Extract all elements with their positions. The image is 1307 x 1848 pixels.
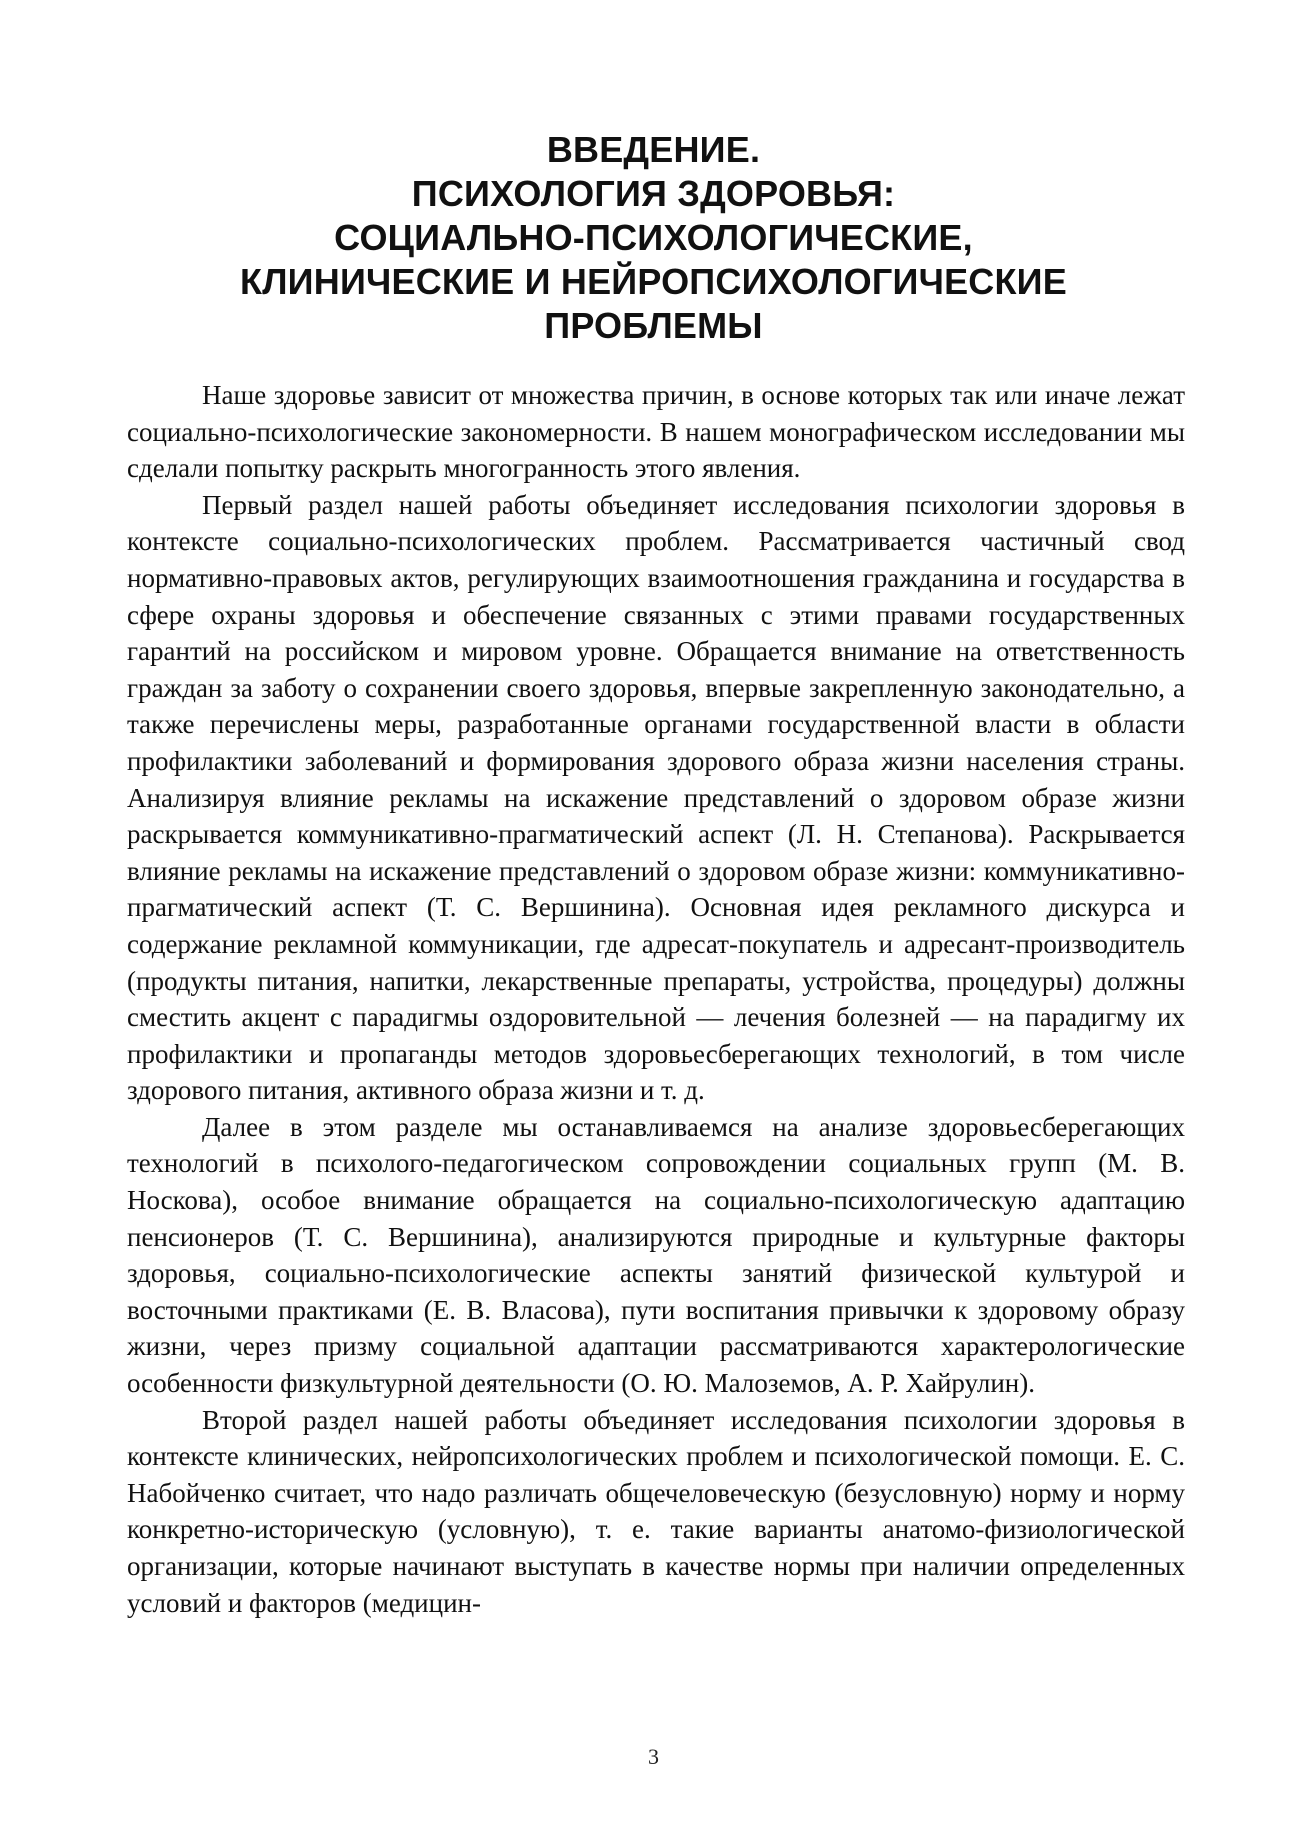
title-line: СОЦИАЛЬНО-ПСИХОЛОГИЧЕСКИЕ, <box>334 217 973 258</box>
page-number: 3 <box>648 1744 659 1769</box>
paragraph-first-section-continued: Далее в этом разделе мы останавливаемся на анализе здоровьесберегающих технологий в психолого-педагогическом сопровождении социальных групп (М. В. Носкова), особое внимание обращается на социально-психологическую адаптацию пенсионеров (Т. С. Вершинина), анализируются природные и культурные факторы здоровья, социально-психологические аспекты занятий физической культурой и восточными практиками (Е. В. Власова), пути воспитания привычки к здоровому образу жизни, через призму социальной адаптации рассматриваются характерологические особенности физкультурной деятельности (О. Ю. Малоземов, А. Р. Хайрулин). <box>127 1111 1185 1399</box>
title-line: КЛИНИЧЕСКИЕ И НЕЙРОПСИХОЛОГИЧЕСКИЕ <box>240 261 1067 302</box>
chapter-title <box>150 128 1157 348</box>
title-line: ПРОБЛЕМЫ <box>544 305 763 346</box>
paragraph-intro: Наше здоровье зависит от множества причин, в основе которых так или иначе лежат социально-психологические закономерности. В нашем монографическом исследовании мы сделали попытку раскрыть многогранность этого явления. <box>127 380 1185 484</box>
title-line: ВВЕДЕНИЕ. <box>546 129 761 170</box>
paragraph-second-section: Второй раздел нашей работы объединяет исследования психологии здоровья в контексте клинических, нейропсихологических проблем и психологической помощи. Е. С. Набойченко считает, что надо различать общечеловеческую (безусловную) норму и норму конкретно-историческую (условную), т. е. такие варианты анатомо-физиологической организации, которые начинают выступать в качестве нормы при наличии определенных условий и факторов (медицин- <box>127 1404 1185 1618</box>
paragraph-first-section: Первый раздел нашей работы объединяет исследования психологии здоровья в контексте социально-психологических проблем. Рассматривается частичный свод нормативно-правовых актов, регулирующих взаимоотношения гражданина и государства в сфере охраны здоровья и обеспечение связанных с этими правами государственных гарантий на российском и мировом уровне. Обращается внимание на ответственность граждан за заботу о сохранении своего здоровья, впервые закрепленную законодательно, а также перечислены меры, разработанные органами государственной власти в области профилактики заболеваний и формирования здорового образа жизни населения страны. Анализируя влияние рекламы на искажение представлений о здоровом образе жизни раскрывается коммуникативно-прагматический аспект (Л. Н. Степанова). Раскрывается влияние рекламы на искажение представлений о здоровом образе жизни: коммуникативно-прагматический аспект (Т. С. Вершинина). Основная идея рекламного дискурса и содержание рекламной коммуникации, где адресат-покупатель и адресант-производитель (продукты питания, напитки, лекарственные препараты, устройства, процедуры) должны сместить акцент с парадигмы оздоровительной — лечения болезней — на парадигму их профилактики и пропаганды методов здоровьесберегающих технологий, в том числе здорового питания, активного образа жизни и т. д. <box>127 489 1185 1106</box>
title-line: ПСИХОЛОГИЯ ЗДОРОВЬЯ: <box>411 173 896 214</box>
body-text <box>127 377 1185 1621</box>
